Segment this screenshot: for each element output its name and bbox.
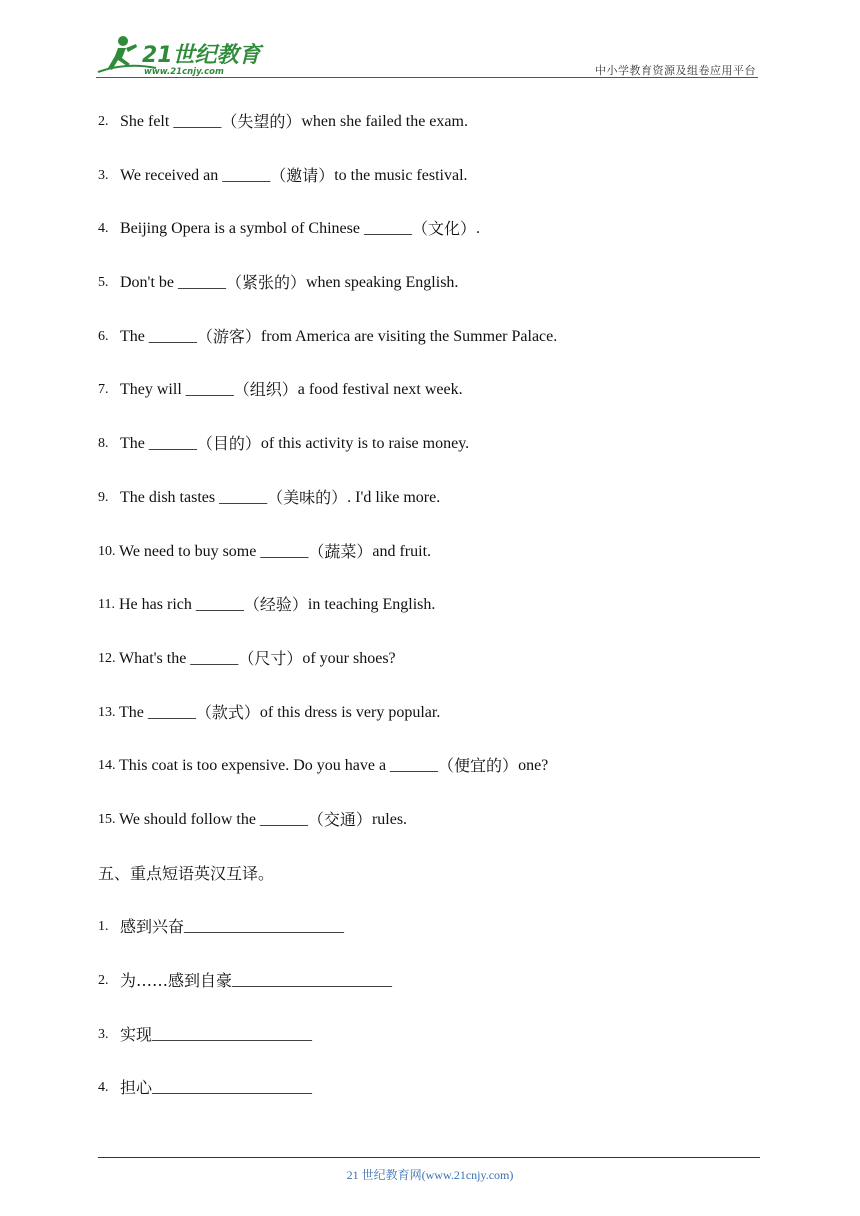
question-text-after: . I'd like more. xyxy=(347,488,441,506)
question-text-after: in teaching English. xyxy=(307,596,436,614)
question-text-after: from America are visiting the Summer Palace. xyxy=(260,327,558,345)
question-text-after: when speaking English. xyxy=(306,274,459,292)
chinese-hint: （游客） xyxy=(196,326,261,346)
question-item xyxy=(98,484,758,538)
question-text-after: of this activity is to raise money. xyxy=(260,435,470,453)
chinese-hint: （目的） xyxy=(196,434,261,454)
question-number: 11. xyxy=(98,597,115,613)
question-number: 14. xyxy=(98,758,116,774)
question-number: 2. xyxy=(98,114,109,129)
answer-blank: ____________________ xyxy=(152,1079,313,1097)
question-item xyxy=(98,108,758,162)
section-title: 五、重点短语英汉互译。 xyxy=(98,863,275,883)
header-divider xyxy=(96,77,758,78)
question-item xyxy=(98,806,758,860)
question-item xyxy=(98,538,758,592)
chinese-hint: （邀请） xyxy=(270,165,335,185)
answer-blank: ____________________ xyxy=(152,1025,313,1043)
question-item xyxy=(98,323,758,377)
question-item xyxy=(98,645,758,699)
site-logo xyxy=(96,34,266,78)
question-text-after: a food festival next week. xyxy=(297,381,463,399)
question-text-before: We should follow the ______ xyxy=(119,810,308,828)
chinese-hint: （交通） xyxy=(307,809,372,829)
question-number: 5. xyxy=(98,275,109,291)
question-item xyxy=(98,591,758,645)
phrase-item xyxy=(98,1074,758,1128)
question-number: 12. xyxy=(98,650,116,666)
phrase-item xyxy=(98,967,758,1021)
question-text-before: She felt ______ xyxy=(120,113,222,130)
question-text-before: The ______ xyxy=(120,435,197,453)
question-text-before: Don't be ______ xyxy=(120,274,226,292)
chinese-hint: （紧张的） xyxy=(225,273,306,293)
question-number: 3. xyxy=(98,167,109,183)
question-number: 8. xyxy=(98,436,109,452)
question-text-after: when she failed the exam. xyxy=(301,113,468,130)
question-text-after: . xyxy=(475,220,480,238)
answer-blank: ____________________ xyxy=(184,918,345,936)
question-item xyxy=(98,430,758,484)
question-text-before: Beijing Opera is a symbol of Chinese ______ xyxy=(120,220,412,238)
phrase-chinese: 感到兴奋 xyxy=(120,917,185,937)
question-text-before: They will ______ xyxy=(120,381,234,399)
question-text-after: and fruit. xyxy=(372,542,432,560)
chinese-hint: （蔬菜） xyxy=(308,541,373,561)
question-number: 6. xyxy=(98,328,109,344)
question-text-after: rules. xyxy=(371,810,408,828)
chinese-hint: （尺寸） xyxy=(238,648,303,668)
question-text-before: We received an ______ xyxy=(120,166,271,184)
phrase-number: 4. xyxy=(98,1080,109,1096)
question-text-before: This coat is too expensive. Do you have a ______ xyxy=(119,757,439,775)
question-text-before: He has rich ______ xyxy=(119,596,244,614)
svg-text:www.21cnjy.com: www.21cnjy.com xyxy=(144,67,224,77)
chinese-hint: （经验） xyxy=(243,595,308,615)
chinese-hint: （文化） xyxy=(411,219,476,239)
phrase-chinese: 为……感到自豪 xyxy=(120,971,233,990)
chinese-hint: （便宜的） xyxy=(438,756,519,776)
question-item xyxy=(98,699,758,753)
question-text-before: We need to buy some ______ xyxy=(119,542,309,560)
chinese-hint: （组织） xyxy=(233,380,298,400)
question-item xyxy=(98,269,758,323)
question-text-after: of this dress is very popular. xyxy=(259,703,441,721)
question-item xyxy=(98,162,758,216)
phrase-number: 3. xyxy=(98,1026,109,1042)
footer-divider xyxy=(98,1157,760,1158)
question-number: 10. xyxy=(98,543,116,559)
chinese-hint: （失望的） xyxy=(221,112,302,131)
question-text-before: The ______ xyxy=(119,703,196,721)
question-text-before: What's the ______ xyxy=(119,649,239,667)
question-text-after: one? xyxy=(518,757,549,775)
chinese-hint: （美味的） xyxy=(267,487,348,507)
header-platform-label: 中小学教育资源及组卷应用平台 xyxy=(595,64,756,77)
chinese-hint: （款式） xyxy=(195,702,260,722)
question-number: 9. xyxy=(98,489,109,505)
question-text-before: The ______ xyxy=(120,327,197,345)
question-item xyxy=(98,752,758,806)
phrase-item xyxy=(98,913,758,967)
phrase-item xyxy=(98,1021,758,1075)
answer-blank: ____________________ xyxy=(232,972,393,989)
question-text-after: of your shoes? xyxy=(302,649,396,667)
page-header xyxy=(96,34,758,78)
footer-site-link[interactable]: 21 世纪教育网(www.21cnjy.com) xyxy=(346,1168,514,1182)
question-number: 15. xyxy=(98,811,116,827)
question-number: 4. xyxy=(98,221,109,237)
phrase-number: 2. xyxy=(98,973,109,988)
question-number: 13. xyxy=(98,704,116,720)
question-text-after: to the music festival. xyxy=(334,166,468,184)
question-text-before: The dish tastes ______ xyxy=(120,488,268,506)
phrase-chinese: 担心 xyxy=(120,1078,153,1098)
phrase-number: 1. xyxy=(98,919,109,935)
question-item xyxy=(98,376,758,430)
question-number: 7. xyxy=(98,382,109,398)
worksheet-body xyxy=(98,108,758,1128)
question-item xyxy=(98,215,758,269)
svg-text:21世纪教育: 21世纪教育 xyxy=(142,43,261,68)
runner-logo-icon xyxy=(96,34,266,78)
phrase-chinese: 实现 xyxy=(120,1024,153,1044)
